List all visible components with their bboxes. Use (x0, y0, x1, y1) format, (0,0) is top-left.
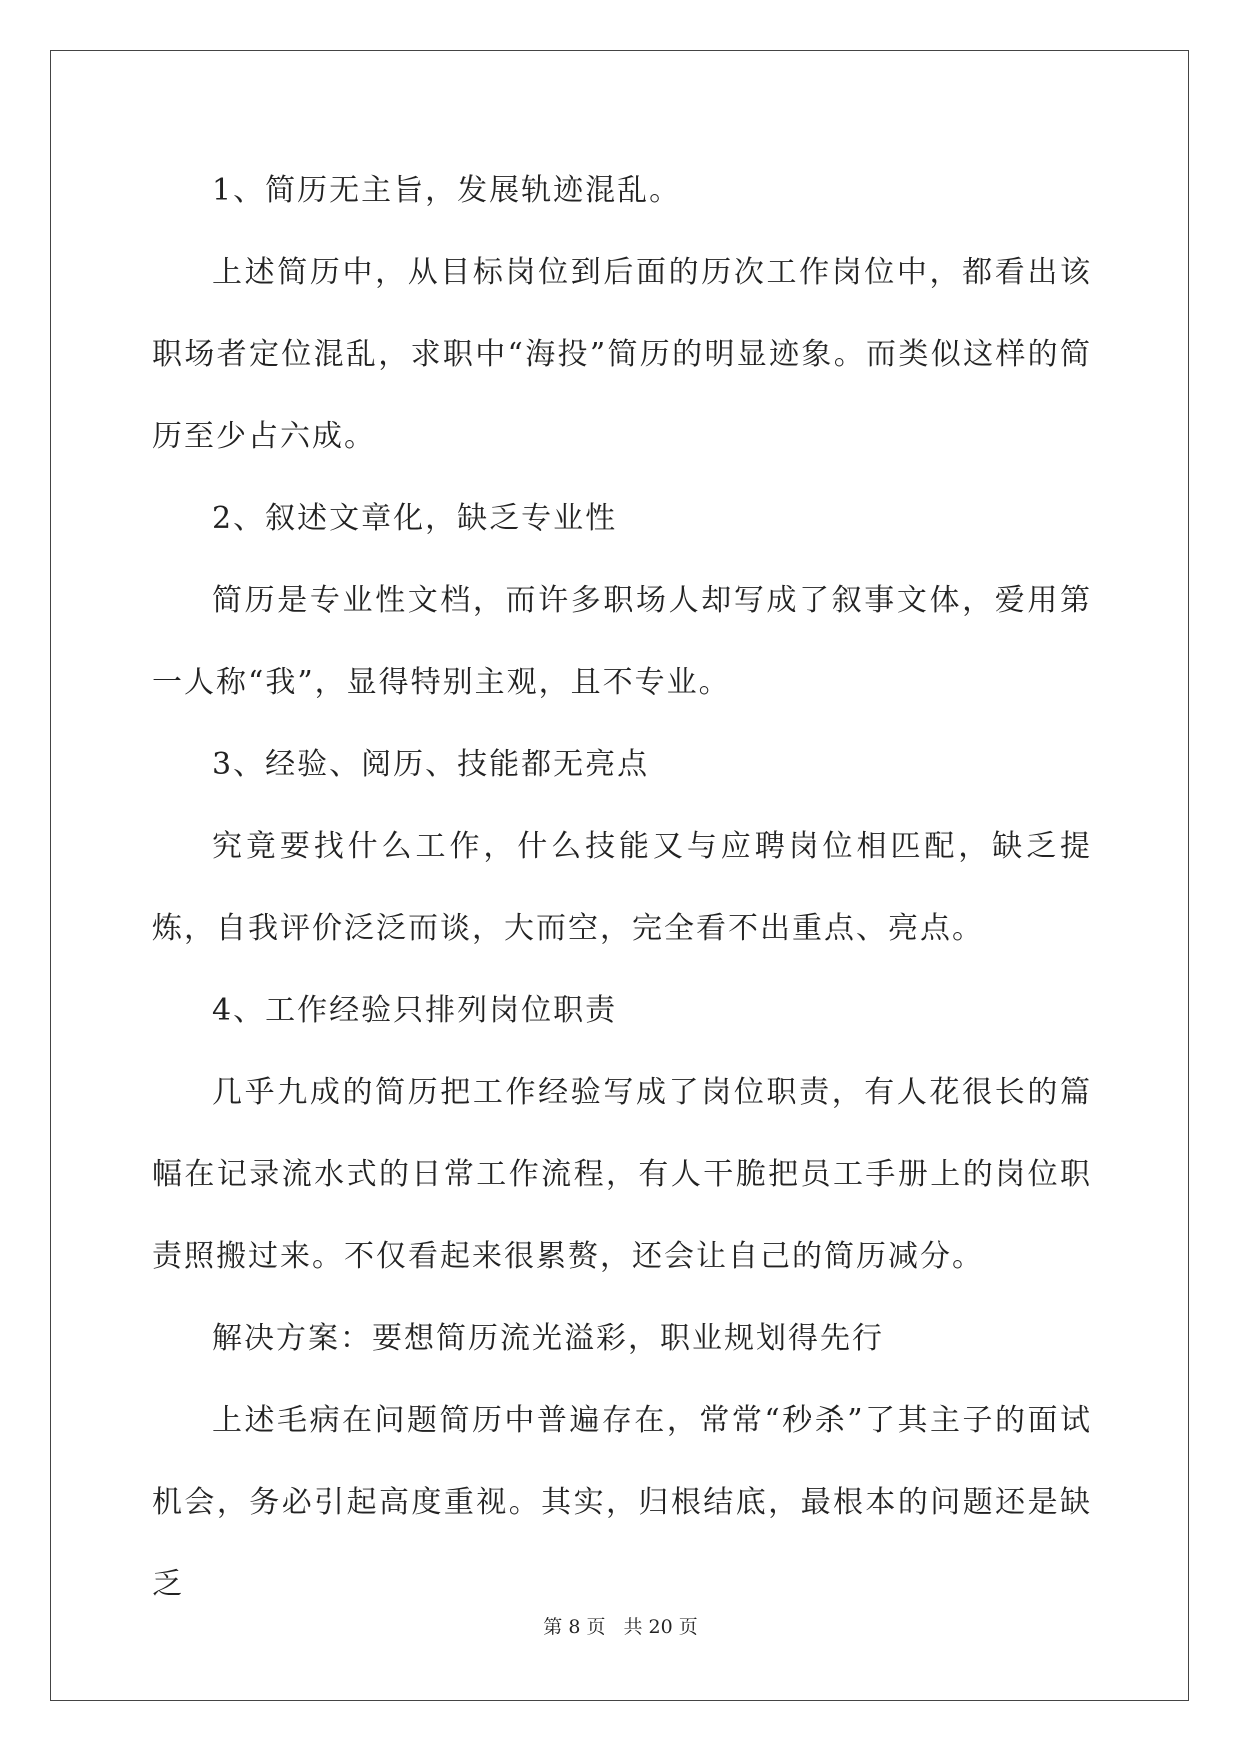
paragraph-body-1: 上述简历中，从目标岗位到后面的历次工作岗位中，都看出该职场者定位混乱，求职中“海投”简历的明显迹象。而类似这样的简历至少占六成。 (152, 255, 1092, 454)
paragraph-body-3: 究竟要找什么工作，什么技能又与应聘岗位相匹配，缺乏提炼，自我评价泛泛而谈，大而空，完全看不出重点、亮点。 (152, 829, 1092, 946)
paragraph-body-2: 简历是专业性文档，而许多职场人却写成了叙事文体，爱用第一人称“我”，显得特别主观，且不专业。 (152, 583, 1092, 700)
paragraph-heading-3: 3、经验、阅历、技能都无亮点 (212, 747, 650, 782)
paragraph-heading-1: 1、简历无主旨，发展轨迹混乱。 (212, 173, 682, 208)
paragraph-heading-2: 2、叙述文章化，缺乏专业性 (212, 501, 618, 536)
paragraph-body-5: 上述毛病在问题简历中普遍存在，常常“秒杀”了其主子的面试机会，务必引起高度重视。其实，归根结底，最根本的问题还是缺乏 (152, 1403, 1092, 1602)
page-number: 第 8 页 (543, 1616, 606, 1638)
paragraph-body-4: 几乎九成的简历把工作经验写成了岗位职责，有人花很长的篇幅在记录流水式的日常工作流程，有人干脆把员工手册上的岗位职责照搬过来。不仅看起来很累赘，还会让自己的简历减分。 (152, 1075, 1092, 1274)
document-body (152, 150, 1092, 1626)
paragraph-solution-heading: 解决方案：要想简历流光溢彩，职业规划得先行 (212, 1321, 884, 1356)
page-footer (0, 1612, 1241, 1639)
paragraph-heading-4: 4、工作经验只排列岗位职责 (212, 993, 618, 1028)
page-total: 共 20 页 (623, 1616, 698, 1638)
